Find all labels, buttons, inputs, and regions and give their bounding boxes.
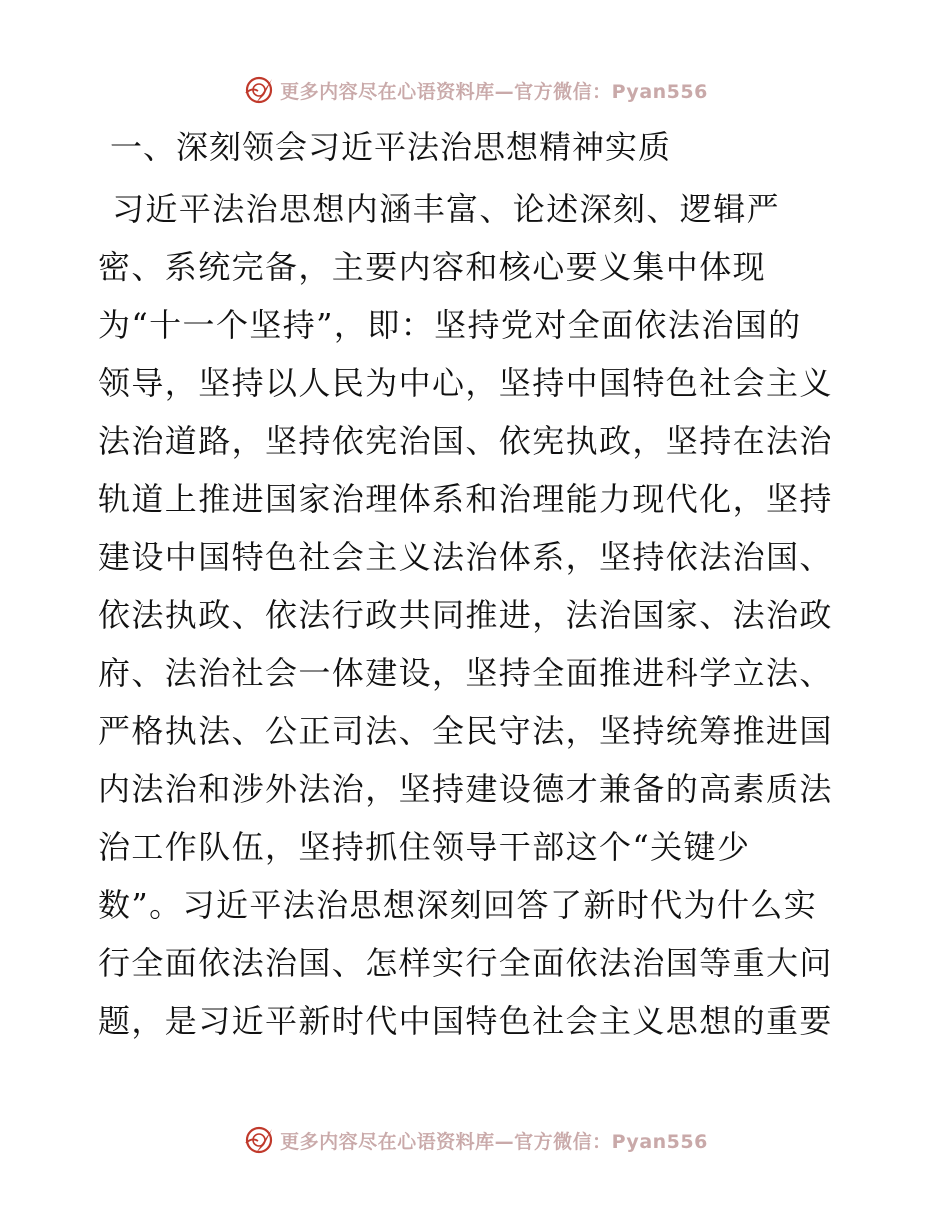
section-heading: 一、深刻领会习近平法治思想精神实质 xyxy=(110,128,672,166)
footer-banner xyxy=(0,1120,950,1160)
body-line-4: 领导，坚持以人民为中心，坚持中国特色社会主义 xyxy=(98,364,833,402)
header-banner-text: 更多内容尽在心语资料库—官方微信：Pyan556 xyxy=(280,80,708,103)
body-line-5: 法治道路，坚持依宪治国、依宪执政，坚持在法治 xyxy=(98,422,833,460)
quill-pen-logo-icon xyxy=(242,73,276,107)
body-line-9: 府、法治社会一体建设，坚持全面推进科学立法、 xyxy=(98,654,833,692)
body-line-1: 习近平法治思想内涵丰富、论述深刻、逻辑严 xyxy=(112,190,781,228)
body-line-2: 密、系统完备，主要内容和核心要义集中体现 xyxy=(98,248,767,286)
body-line-13: 数”。习近平法治思想深刻回答了新时代为什么实 xyxy=(98,886,818,924)
body-line-3: 为“十一个坚持”，即：坚持党对全面依法治国的 xyxy=(98,306,802,344)
body-line-8: 依法执政、依法行政共同推进，法治国家、法治政 xyxy=(98,596,833,634)
body-line-6: 轨道上推进国家治理体系和治理能力现代化，坚持 xyxy=(98,480,833,518)
body-line-15: 题，是习近平新时代中国特色社会主义思想的重要 xyxy=(98,1002,833,1040)
body-line-11: 内法治和涉外法治，坚持建设德才兼备的高素质法 xyxy=(98,770,833,808)
body-line-14: 行全面依法治国、怎样实行全面依法治国等重大问 xyxy=(98,944,833,982)
footer-banner-text: 更多内容尽在心语资料库—官方微信：Pyan556 xyxy=(280,1130,708,1153)
quill-pen-logo-icon xyxy=(242,1123,276,1157)
body-line-12: 治工作队伍，坚持抓住领导干部这个“关键少 xyxy=(98,828,751,866)
body-line-10: 严格执法、公正司法、全民守法，坚持统筹推进国 xyxy=(98,712,833,750)
body-line-7: 建设中国特色社会主义法治体系，坚持依法治国、 xyxy=(98,538,833,576)
header-banner xyxy=(0,70,950,110)
